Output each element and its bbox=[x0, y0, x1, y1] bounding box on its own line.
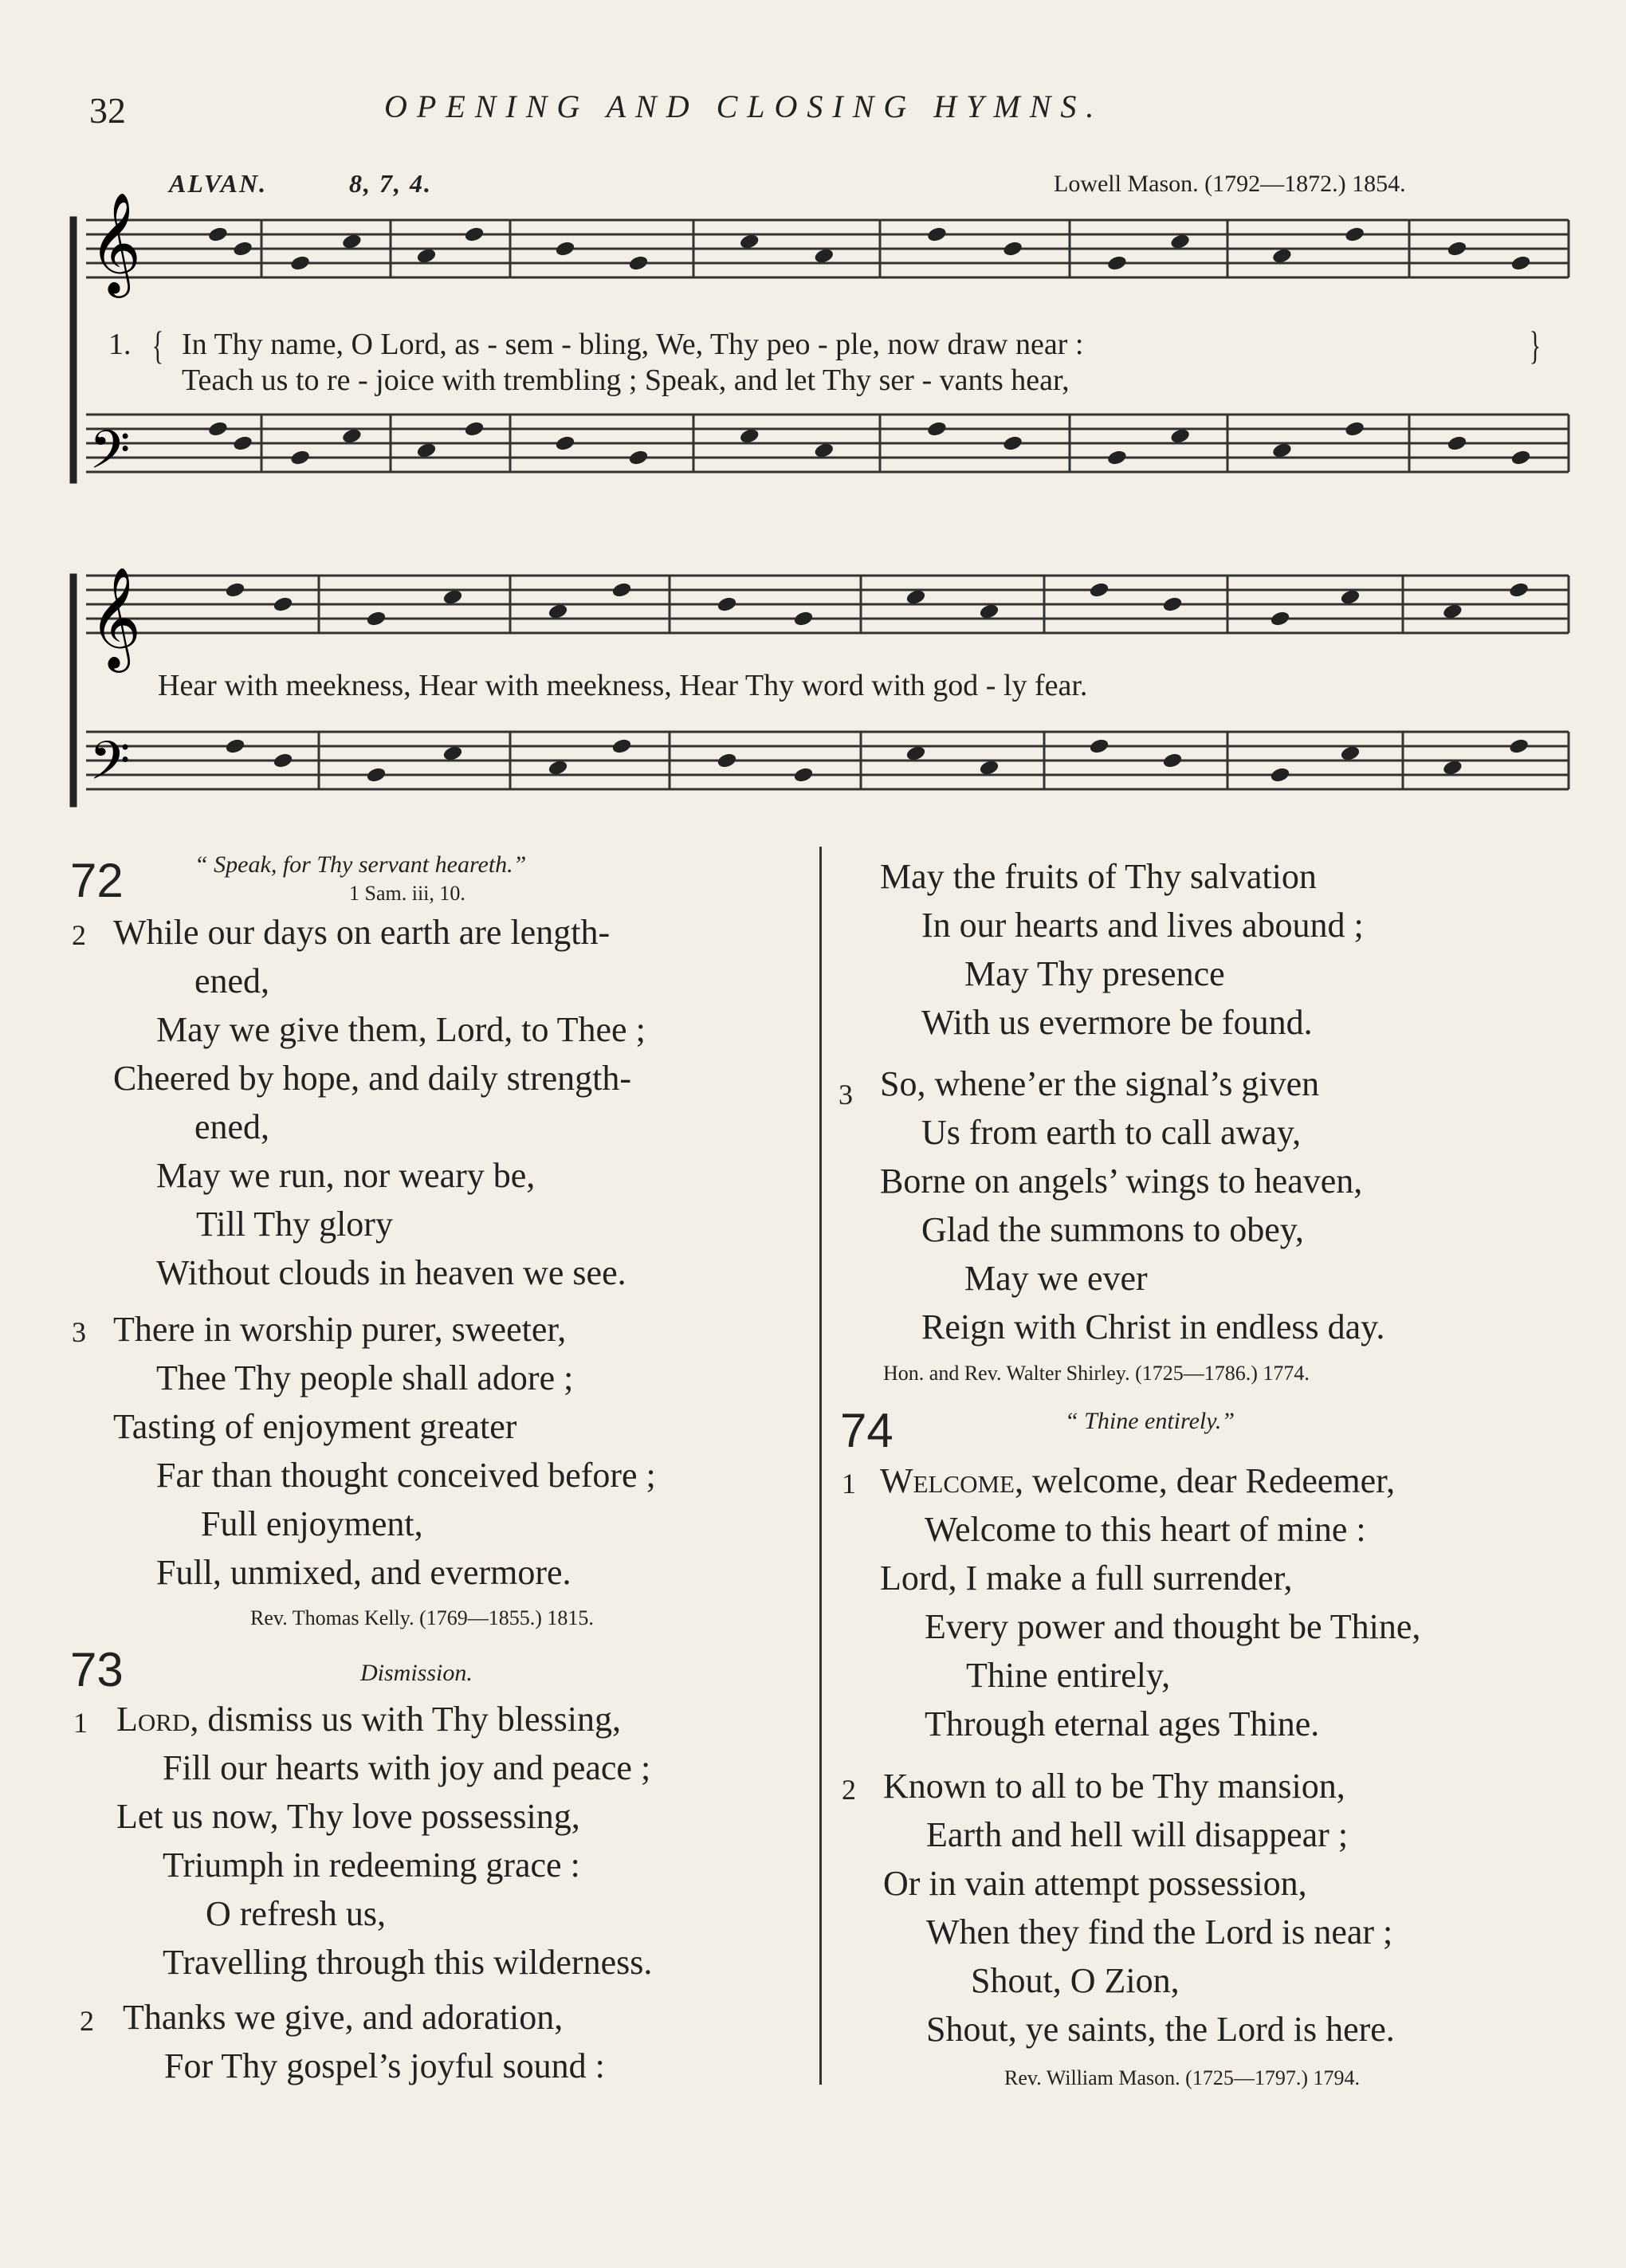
note-head bbox=[1345, 226, 1365, 243]
verse-line: Us from earth to call away, bbox=[921, 1113, 1302, 1152]
verse-line: ened, bbox=[194, 1107, 270, 1146]
svg-text:𝄢: 𝄢 bbox=[89, 419, 131, 493]
note-head bbox=[979, 760, 999, 776]
note-head bbox=[555, 435, 575, 452]
verse-line: Lord, I make a full surrender, bbox=[880, 1559, 1293, 1598]
note-head bbox=[1107, 450, 1127, 466]
hymn-74-verse-1-number: 1 bbox=[842, 1468, 856, 1500]
verse-line: Known to all to be Thy mansion, bbox=[883, 1767, 1345, 1806]
verse-line: Fill our hearts with joy and peace ; bbox=[163, 1748, 651, 1787]
hymn-72-verse-3-number: 3 bbox=[72, 1316, 86, 1348]
verse-line: Let us now, Thy love possessing, bbox=[116, 1797, 580, 1836]
note-head bbox=[1003, 241, 1023, 257]
note-head bbox=[208, 421, 228, 438]
hymn-74-attribution: Rev. William Mason. (1725—1797.) 1794. bbox=[1004, 2066, 1360, 2089]
note-head bbox=[717, 596, 736, 613]
note-head bbox=[1003, 435, 1023, 452]
note-head bbox=[739, 234, 759, 250]
verse-line: So, whene’er the signal’s given bbox=[880, 1064, 1320, 1103]
note-head bbox=[1509, 582, 1529, 599]
note-head bbox=[1510, 255, 1530, 272]
note-head bbox=[208, 226, 228, 243]
note-head bbox=[1272, 442, 1292, 459]
note-head bbox=[1340, 745, 1360, 762]
note-head bbox=[1272, 248, 1292, 265]
note-head bbox=[416, 248, 436, 265]
verse-line: Through eternal ages Thine. bbox=[925, 1704, 1320, 1743]
note-head bbox=[611, 738, 631, 755]
svg-text:𝄢: 𝄢 bbox=[89, 730, 131, 804]
verse-line: Thine entirely, bbox=[966, 1656, 1171, 1695]
note-head bbox=[273, 596, 293, 613]
verse-line: Earth and hell will disappear ; bbox=[926, 1815, 1349, 1854]
note-head bbox=[793, 611, 813, 627]
hymn-74-first-line-rest: welcome, dear Redeemer, bbox=[1023, 1461, 1396, 1500]
verse-line: May we give them, Lord, to Thee ; bbox=[156, 1010, 646, 1049]
note-head bbox=[548, 760, 568, 776]
note-head bbox=[1509, 738, 1529, 755]
note-head bbox=[464, 226, 484, 243]
note-head bbox=[1510, 450, 1530, 466]
note-head bbox=[1162, 753, 1182, 769]
note-head bbox=[927, 421, 947, 438]
verse-line: There in worship purer, sweeter, bbox=[113, 1310, 567, 1349]
verse-line: With us evermore be found. bbox=[921, 1003, 1313, 1042]
note-head bbox=[905, 589, 925, 606]
note-head bbox=[555, 241, 575, 257]
tune-name: ALVAN. bbox=[169, 169, 268, 198]
verse-line: May we run, nor weary be, bbox=[156, 1156, 536, 1195]
music-score bbox=[0, 0, 1626, 861]
verse-line: Shout, ye saints, the Lord is here. bbox=[926, 2010, 1395, 2049]
note-head bbox=[628, 450, 648, 466]
note-head bbox=[927, 226, 947, 243]
verse-line: Travelling through this wilderness. bbox=[163, 1943, 653, 1982]
verse-line: Thanks we give, and adoration, bbox=[123, 1998, 564, 2037]
note-head bbox=[233, 241, 253, 257]
verse-line: Tasting of enjoyment greater bbox=[113, 1407, 517, 1446]
verse-line: May the fruits of Thy salvation bbox=[880, 857, 1317, 896]
hymn-73-verse-3-number: 3 bbox=[839, 1079, 853, 1110]
hymn-73-first-word: Lord, bbox=[116, 1700, 199, 1739]
hymn-72-verse-2-number: 2 bbox=[72, 919, 86, 951]
note-head bbox=[1162, 596, 1182, 613]
verse-line: May Thy presence bbox=[964, 954, 1225, 993]
note-head bbox=[814, 248, 834, 265]
stanza-number: 1. bbox=[108, 328, 132, 361]
verse-line: Shout, O Zion, bbox=[971, 1961, 1180, 2000]
verse-line: When they find the Lord is near ; bbox=[926, 1912, 1393, 1952]
note-head bbox=[1270, 611, 1290, 627]
note-head bbox=[1089, 582, 1109, 599]
note-head bbox=[225, 582, 245, 599]
tune-meter: 8, 7, 4. bbox=[349, 169, 432, 198]
svg-text:𝄞: 𝄞 bbox=[89, 566, 142, 668]
underlay-line-3: Hear with meekness, Hear with meekness, Hear Thy word with god - ly fear. bbox=[158, 669, 1088, 702]
verse-line: Till Thy glory bbox=[196, 1205, 393, 1244]
column-divider bbox=[819, 847, 822, 2085]
note-head bbox=[739, 428, 759, 445]
hymn-74-number: 74 bbox=[840, 1404, 894, 1457]
note-head bbox=[611, 582, 631, 599]
hymn-73-first-line-rest: dismiss us with Thy blessing, bbox=[198, 1700, 622, 1739]
verse-line: ened, bbox=[194, 961, 270, 1000]
note-head bbox=[548, 603, 568, 620]
tune-composer: Lowell Mason. (1792—1872.) 1854. bbox=[1054, 171, 1406, 197]
underlay-line-2: Teach us to re - joice with trembling ; Speak, and let Thy ser - vants hear, bbox=[182, 364, 1070, 397]
verse-line: Far than thought conceived before ; bbox=[156, 1456, 656, 1495]
verse-line: Reign with Christ in endless day. bbox=[921, 1307, 1385, 1346]
note-head bbox=[1170, 234, 1190, 250]
verse-line: Cheered by hope, and daily strength- bbox=[113, 1059, 632, 1098]
note-head bbox=[1340, 589, 1360, 606]
verse-line: Or in vain attempt possession, bbox=[883, 1864, 1307, 1903]
verse-line: While our days on earth are length- bbox=[113, 913, 611, 952]
verse-line: Welcome to this heart of mine : bbox=[925, 1510, 1366, 1549]
hymn-72-attribution: Rev. Thomas Kelly. (1769—1855.) 1815. bbox=[250, 1606, 594, 1629]
svg-text:𝄞: 𝄞 bbox=[89, 191, 142, 293]
page-number: 32 bbox=[89, 90, 126, 131]
note-head bbox=[979, 603, 999, 620]
verse-line: O refresh us, bbox=[206, 1894, 387, 1933]
note-head bbox=[366, 611, 386, 627]
hymn-74-verse-2-number: 2 bbox=[842, 1774, 856, 1806]
verse-line: Glad the summons to obey, bbox=[921, 1210, 1304, 1249]
verse-line bbox=[880, 1460, 1395, 1501]
note-head bbox=[416, 442, 436, 459]
note-head bbox=[814, 442, 834, 459]
hymn-73-number: 73 bbox=[70, 1643, 124, 1696]
note-head bbox=[1170, 428, 1190, 445]
note-head bbox=[1447, 241, 1467, 257]
note-head bbox=[1443, 603, 1463, 620]
verse-line: In our hearts and lives abound ; bbox=[921, 906, 1364, 945]
verse-line: Full, unmixed, and evermore. bbox=[156, 1553, 571, 1592]
note-head bbox=[225, 738, 245, 755]
hymn-73-attribution: Hon. and Rev. Walter Shirley. (1725—1786.) 1774. bbox=[883, 1362, 1310, 1385]
note-head bbox=[1107, 255, 1127, 272]
note-head bbox=[273, 753, 293, 769]
note-head bbox=[366, 767, 386, 784]
hymn-73-verse-2-number: 2 bbox=[80, 2005, 94, 2037]
note-head bbox=[442, 589, 462, 606]
note-head bbox=[1443, 760, 1463, 776]
underlay-line-1: In Thy name, O Lord, as - sem - bling, We, Thy peo - ple, now draw near : bbox=[182, 328, 1084, 361]
hymn-73-epigraph: Dismission. bbox=[360, 1660, 473, 1686]
verse-line: Borne on angels’ wings to heaven, bbox=[880, 1162, 1363, 1201]
note-head bbox=[1270, 767, 1290, 784]
note-head bbox=[342, 234, 362, 250]
score-brace bbox=[70, 217, 77, 807]
note-head bbox=[342, 428, 362, 445]
hymn-72-epigraph: “ Speak, for Thy servant heareth.” bbox=[194, 851, 527, 878]
hymn-73-verse-1-number: 1 bbox=[73, 1707, 88, 1739]
note-head bbox=[905, 745, 925, 762]
hymn-72-reference: 1 Sam. iii, 10. bbox=[349, 882, 465, 905]
hymn-74-first-word: Welcome, bbox=[880, 1461, 1023, 1500]
hymn-74-epigraph: “ Thine entirely.” bbox=[1065, 1408, 1235, 1434]
verse-line: For Thy gospel’s joyful sound : bbox=[164, 2046, 605, 2085]
running-title: OPENING AND CLOSING HYMNS. bbox=[384, 88, 1104, 124]
note-head bbox=[290, 255, 310, 272]
note-head bbox=[290, 450, 310, 466]
verse-line bbox=[116, 1699, 621, 1739]
note-head bbox=[717, 753, 736, 769]
note-head bbox=[233, 435, 253, 452]
note-head bbox=[442, 745, 462, 762]
note-head bbox=[628, 255, 648, 272]
verse-line: Without clouds in heaven we see. bbox=[156, 1253, 626, 1292]
note-head bbox=[464, 421, 484, 438]
left-brace: { bbox=[151, 323, 164, 368]
verse-line: May we ever bbox=[964, 1259, 1148, 1298]
note-head bbox=[1447, 435, 1467, 452]
right-brace: } bbox=[1529, 323, 1542, 368]
verse-line: Full enjoyment, bbox=[201, 1504, 423, 1543]
note-head bbox=[1345, 421, 1365, 438]
verse-line: Thee Thy people shall adore ; bbox=[156, 1358, 574, 1397]
verse-line: Triumph in redeeming grace : bbox=[163, 1845, 580, 1885]
verse-line: Every power and thought be Thine, bbox=[925, 1607, 1421, 1646]
note-head bbox=[793, 767, 813, 784]
hymn-72-number: 72 bbox=[70, 854, 124, 907]
note-head bbox=[1089, 738, 1109, 755]
